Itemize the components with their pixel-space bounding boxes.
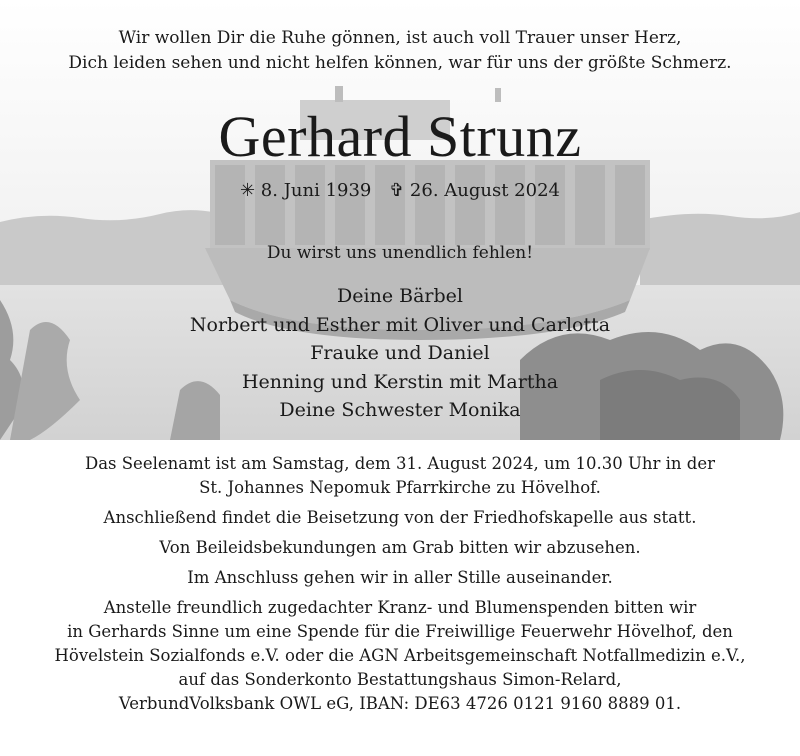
donation-line: VerbundVolksbank OWL eG, IBAN: DE63 4726 0121 9160 8889 01. xyxy=(118,694,682,713)
donation-info xyxy=(0,596,800,716)
memorial-verse xyxy=(0,26,800,76)
mourners-list xyxy=(0,282,800,425)
life-dates xyxy=(0,178,800,204)
mourner-line: Deine Schwester Monika xyxy=(279,399,521,421)
deceased-name: Gerhard Strunz xyxy=(218,104,582,169)
condolence-line: Von Beileidsbekundungen am Grab bitten wir abzusehen. xyxy=(159,538,641,557)
donation-line: auf das Sonderkonto Bestattungshaus Simon-Relard, xyxy=(178,670,622,689)
mourner-line: Frauke und Daniel xyxy=(310,342,490,364)
farewell-info xyxy=(0,566,800,590)
burial-line: Anschließend findet die Beisetzung von der Friedhofskapelle aus statt. xyxy=(103,508,697,527)
service-info xyxy=(0,452,800,500)
donation-line: in Gerhards Sinne um eine Spende für die Freiwillige Feuerwehr Hövelhof, den xyxy=(67,622,733,641)
donation-line: Hövelstein Sozialfonds e.V. oder die AGN Arbeitsgemeinschaft Notfallmedizin e.V., xyxy=(54,646,746,665)
mourner-line: Norbert und Esther mit Oliver und Carlotta xyxy=(189,313,611,336)
verse-line: Dich leiden sehen und nicht helfen können, war für uns der größte Schmerz. xyxy=(68,53,732,73)
funeral-information xyxy=(0,452,800,716)
farewell-line: Im Anschluss gehen wir in aller Stille auseinander. xyxy=(187,568,613,587)
service-line: Das Seelenamt ist am Samstag, dem 31. August 2024, um 10.30 Uhr in der xyxy=(84,454,716,473)
farewell-saying: Du wirst uns unendlich fehlen! xyxy=(266,243,534,263)
mourner-line: Deine Bärbel xyxy=(337,285,463,307)
condolence-info xyxy=(0,536,800,560)
mourner-line: Henning und Kerstin mit Martha xyxy=(241,370,559,393)
death-date: ✞ 26. August 2024 xyxy=(389,180,560,201)
verse-line: Wir wollen Dir die Ruhe gönnen, ist auch voll Trauer unser Herz, xyxy=(118,28,682,48)
birth-date: ✳ 8. Juni 1939 xyxy=(240,180,372,201)
service-line: St. Johannes Nepomuk Pfarrkirche zu Hövelhof. xyxy=(199,478,601,497)
donation-line: Anstelle freundlich zugedachter Kranz- und Blumenspenden bitten wir xyxy=(103,598,697,617)
burial-info xyxy=(0,506,800,530)
